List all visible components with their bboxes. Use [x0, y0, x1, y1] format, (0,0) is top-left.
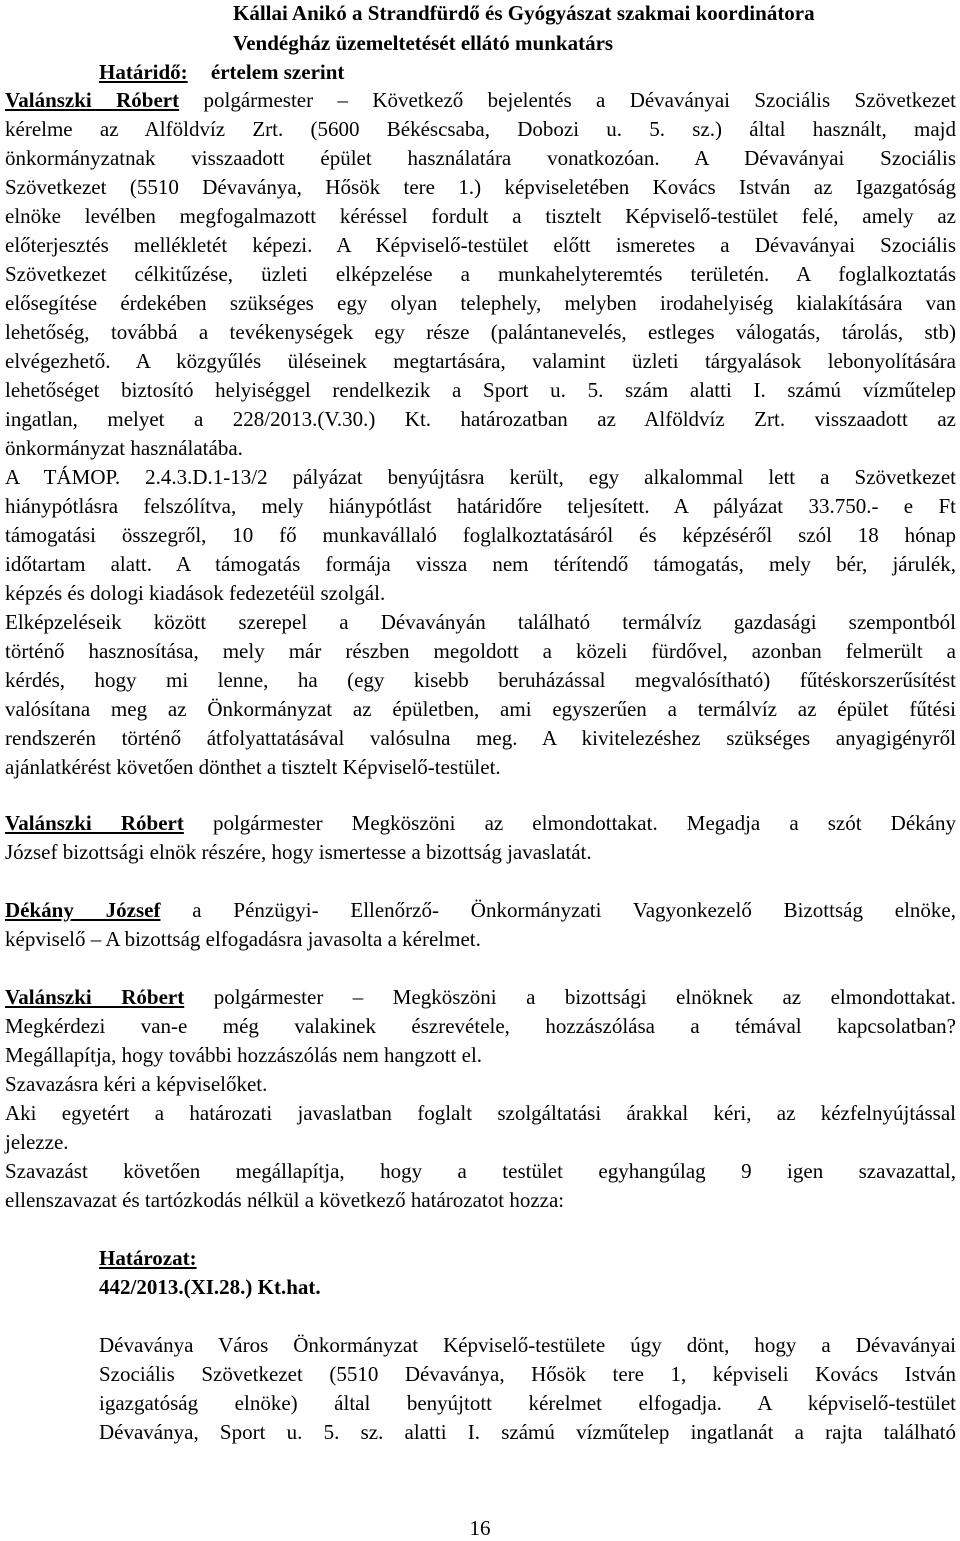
paragraph-6-line: Aki egyetért a határozati javaslatban foglalt szolgáltatási árakkal kéri, az kézfelnyújtással — [5, 1101, 956, 1125]
paragraph-1-line: előterjesztés mellékletét képezi. A Képviselő-testület előtt ismeretes a Dévaványai Szociális — [5, 233, 956, 257]
paragraph-4-line-1: Valánszki Róbert polgármester Megköszöni az elmondottakat. Megadja a szót Dékány — [5, 811, 956, 835]
paragraph-6-line: Megkérdezi van-e még valakinek észrevétele, hozzászólása a témával kapcsolatban? — [5, 1014, 956, 1038]
paragraph-1-line: lehetőséget biztosító helyiséggel rendelkezik a Sport u. 5. szám alatti I. számú vízműtelep — [5, 378, 956, 402]
resolution-number: 442/2013.(XI.28.) Kt.hat. — [99, 1275, 321, 1299]
paragraph-5-line-2: képviselő – A bizottság elfogadásra javasolta a kérelmet. — [5, 927, 481, 951]
speaker-name: Valánszki Róbert — [5, 88, 180, 112]
deadline-label: Határidő: — [99, 60, 188, 84]
paragraph-1-line: elősegítése érdekében szükséges egy olyan telephely, melyben irodahelyiség kialakítására van — [5, 291, 956, 315]
paragraph-3-line: történő hasznosítása, mely már részben megoldott a közeli fürdővel, azonban felmerült a — [5, 639, 956, 663]
paragraph-6-line: Szavazásra kéri a képviselőket. — [5, 1072, 268, 1096]
paragraph-3-line: rendszerén történő átfolyattatásával valósulna meg. A kivitelezéshez szükséges anyagigényről — [5, 726, 956, 750]
paragraph-1-line: önkormányzatnak visszaadott épület használatára vonatkozóan. A Dévaványai Szociális — [5, 146, 956, 170]
paragraph-2-line: képzés és dologi kiadások fedezetéül szolgál. — [5, 581, 386, 605]
paragraph-6-line: Megállapítja, hogy további hozzászólás nem hangzott el. — [5, 1043, 483, 1067]
deadline-line — [99, 59, 699, 85]
paragraph-1-line: Szövetkezet (5510 Dévaványa, Hősök tere 1.) képviseletében Kovács István az Igazgatóság — [5, 175, 956, 199]
paragraph-3-line: Elképzeléseik között szerepel a Dévaványán található termálvíz gazdasági szempontból — [5, 610, 956, 634]
paragraph-6-line: jelezze. — [5, 1130, 69, 1154]
paragraph-6-line-1: Valánszki Róbert polgármester – Megköszöni a bizottsági elnöknek az elmondottakat. — [5, 985, 956, 1009]
resolution-line: Szociális Szövetkezet (5510 Dévaványa, Hősök tere 1, képviseli Kovács István — [99, 1362, 956, 1386]
responsible-person-line-1: Kállai Anikó a Strandfürdő és Gyógyászat szakmai koordinátora — [233, 1, 815, 25]
paragraph-1-line-1: Valánszki Róbert polgármester – Következő bejelentés a Dévaványai Szociális Szövetkezet — [5, 88, 956, 112]
speaker-name: Valánszki Róbert — [5, 811, 184, 835]
paragraph-3-line: ajánlatkérést követően dönthet a tisztelt Képviselő-testület. — [5, 755, 501, 779]
paragraph-6-line: ellenszavazat és tartózkodás nélkül a következő határozatot hozza: — [5, 1188, 565, 1212]
paragraph-1-line: ingatlan, melyet a 228/2013.(V.30.) Kt. határozatban az Alföldvíz Zrt. visszaadott az — [5, 407, 956, 431]
paragraph-1-line: kérelme az Alföldvíz Zrt. (5600 Békéscsaba, Dobozi u. 5. sz.) által használt, majd — [5, 117, 956, 141]
deadline-value: értelem szerint — [210, 60, 345, 84]
paragraph-3-line: valósítana meg az Önkormányzat az épületben, ami egyszerűen a termálvíz az épület fűtési — [5, 697, 956, 721]
paragraph-1-line: elvégezhető. A közgyűlés üléseinek megtartására, valamint üzleti tárgyalások lebonyolítására — [5, 349, 956, 373]
paragraph-3-line: kérdés, hogy mi lenne, ha (egy kisebb beruházással megvalósítható) fűtéskorszerűsítést — [5, 668, 956, 692]
speaker-name: Valánszki Róbert — [5, 985, 185, 1009]
resolution-label: Határozat: — [99, 1246, 197, 1270]
paragraph-4-line-2: József bizottsági elnök részére, hogy ismertesse a bizottság javaslatát. — [5, 840, 592, 864]
paragraph-1-line: önkormányzat használatába. — [5, 436, 243, 460]
paragraph-1-line: Szövetkezet célkitűzése, üzleti elképzelése a munkahelyteremtés területén. A foglalkoztatás — [5, 262, 956, 286]
resolution-line: igazgatóság elnöke) által benyújtott kérelmet elfogadja. A képviselő-testület — [99, 1391, 956, 1415]
page-number: 16 — [469, 1516, 491, 1540]
responsible-person-line-2: Vendégház üzemeltetését ellátó munkatárs — [233, 31, 614, 55]
paragraph-2-line: A TÁMOP. 2.4.3.D.1-13/2 pályázat benyújtásra került, egy alkalommal lett a Szövetkezet — [5, 465, 956, 489]
paragraph-2-line: hiánypótlásra felszólítva, mely hiánypótlást határidőre teljesített. A pályázat 33.750.- e Ft — [5, 494, 956, 518]
paragraph-2-line: támogatási összegről, 10 fő munkavállaló foglalkoztatásáról és képzéséről szól 18 hónap — [5, 523, 956, 547]
paragraph-2-line: időtartam alatt. A támogatás formája vissza nem térítendő támogatás, mely bér, járulék, — [5, 552, 956, 576]
speaker-name: Dékány József — [5, 898, 161, 922]
paragraph-6-line: Szavazást követően megállapítja, hogy a testület egyhangúlag 9 igen szavazattal, — [5, 1159, 956, 1183]
resolution-line: Dévaványa, Sport u. 5. sz. alatti I. számú vízműtelep ingatlanát a rajta található — [99, 1420, 956, 1444]
resolution-line: Dévaványa Város Önkormányzat Képviselő-testülete úgy dönt, hogy a Dévaványai — [99, 1333, 956, 1357]
paragraph-1-line: lehetőség, továbbá a tevékenységek egy része (palántanevelés, estleges válogatás, tárolás, stb) — [5, 320, 956, 344]
paragraph-1-line: elnöke levélben megfogalmazott kéréssel fordult a tisztelt Képviselő-testület felé, amely az — [5, 204, 956, 228]
paragraph-5-line-1: Dékány József a Pénzügyi- Ellenőrző- Önkormányzati Vagyonkezelő Bizottság elnöke, — [5, 898, 956, 922]
